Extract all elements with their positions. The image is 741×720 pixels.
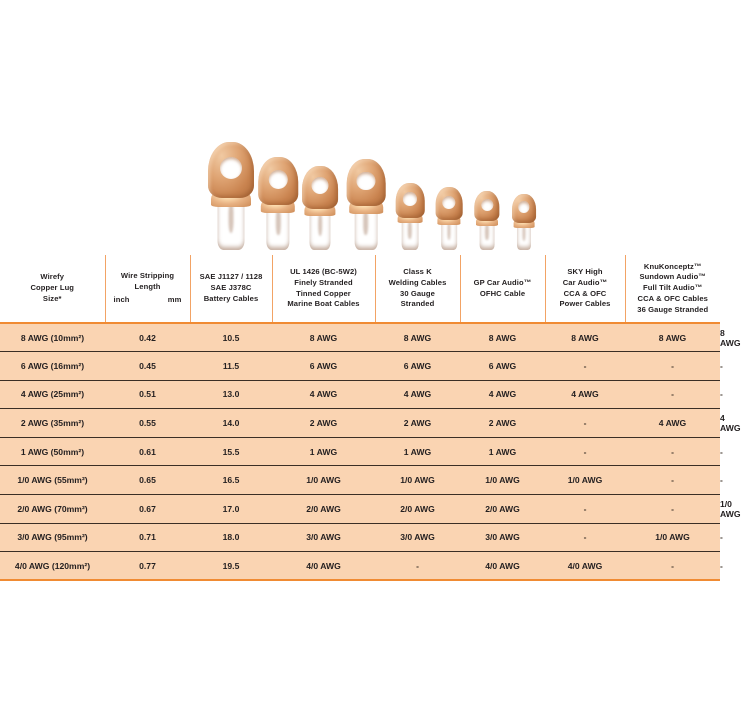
col-knukonceptz-sundown-full-tilt [625, 255, 720, 323]
cell-value: - [625, 352, 720, 381]
cell-value: 13.0 [190, 380, 272, 409]
cell-value: 17.0 [190, 495, 272, 524]
col-wirefy-copper-lug-size-line-3: Size* [42, 293, 62, 303]
cell-value: 6 AWG [272, 352, 375, 381]
lug-3-0awg-hole [518, 201, 529, 212]
cell-value: 4/0 AWG [460, 552, 545, 581]
col-class-k-welding-cables-line-2: Welding Cables [388, 277, 447, 287]
cell-value: 1/0 AWG [625, 523, 720, 552]
cell-value: 11.5 [190, 352, 272, 381]
col-knukonceptz-sundown-full-tilt-line-3: Full Tilt Audio™ [643, 283, 703, 293]
cell-value: - [545, 495, 625, 524]
cell-value: 18.0 [190, 523, 272, 552]
table-header-row [0, 255, 720, 323]
cell-lug-size: 4/0 AWG (120mm²) [0, 552, 105, 581]
cell-value: 1 AWG [272, 437, 375, 466]
lug-2awg-pad [347, 159, 386, 206]
cell-value: - [545, 352, 625, 381]
col-gp-car-audio-ofhc-cable-line-2: OFHC Cable [479, 288, 526, 298]
table-body [0, 323, 741, 580]
lug-8awg [208, 142, 254, 250]
cell-value: 2 AWG [375, 409, 460, 438]
cell-value: 1/0 AWG [375, 466, 460, 495]
cell-value: 3/0 AWG [460, 523, 545, 552]
cell-value: 0.71 [105, 523, 190, 552]
col-wirefy-copper-lug-size-line-1: Wirefy [40, 272, 65, 282]
cell-value: 6 AWG [460, 352, 545, 381]
col-sky-high-car-audio-power-cables-line-3: CCA & OFC [563, 288, 607, 298]
cell-value: 1 AWG [375, 437, 460, 466]
col-ul-1426-marine-boat-cables-line-1: UL 1426 (BC-5W2) [290, 266, 357, 276]
col-sky-high-car-audio-power-cables-line-4: Power Cables [559, 299, 611, 309]
cell-value: 2 AWG [272, 409, 375, 438]
col-sae-battery-cables-line-1: SAE J1127 / 1128 [199, 272, 263, 282]
cell-value: - [375, 552, 460, 581]
copper-lug-photo-band [0, 120, 720, 250]
col-knukonceptz-sundown-full-tilt-line-1: KnuKonceptz™ [643, 261, 702, 271]
col-wire-stripping-length-sub-2: mm [167, 294, 182, 304]
cell-value: 1/0 AWG [272, 466, 375, 495]
col-class-k-welding-cables-line-1: Class K [403, 266, 432, 276]
table-row: 6 AWG (16mm²) 0.45 11.5 6 AWG 6 AWG 6 AWG - - - [0, 352, 720, 381]
cell-value: - [625, 466, 720, 495]
cell-lug-size: 6 AWG (16mm²) [0, 352, 105, 381]
col-knukonceptz-sundown-full-tilt-line-4: CCA & OFC Cables [637, 293, 708, 303]
cell-value: - [625, 380, 720, 409]
lug-2-0awg-pad [474, 191, 499, 222]
lug-8awg-hole [220, 157, 242, 179]
table-row: 4/0 AWG (120mm²) 0.77 19.5 4/0 AWG - 4/0 AWG 4/0 AWG - - [0, 552, 720, 581]
cell-value: 15.5 [190, 437, 272, 466]
lug-4awg-hole [311, 177, 328, 194]
cell-value: 6 AWG [375, 352, 460, 381]
cell-lug-size: 3/0 AWG (95mm²) [0, 523, 105, 552]
lug-8awg-pad [208, 142, 254, 198]
col-wire-stripping-length-sub-1: inch [113, 294, 130, 304]
lug-6awg [258, 157, 298, 250]
table-row: 1/0 AWG (55mm²) 0.65 16.5 1/0 AWG 1/0 AWG 1/0 AWG 1/0 AWG - - [0, 466, 720, 495]
cell-value: 2/0 AWG [460, 495, 545, 524]
lug-3-0awg-pad [512, 194, 536, 223]
cell-value: 2/0 AWG [272, 495, 375, 524]
cell-value: 10.5 [190, 323, 272, 352]
lug-2awg [347, 159, 386, 250]
cell-value: 0.77 [105, 552, 190, 581]
cell-value: 4 AWG [545, 380, 625, 409]
cell-value: 3/0 AWG [272, 523, 375, 552]
cell-lug-size: 1/0 AWG (55mm²) [0, 466, 105, 495]
col-ul-1426-marine-boat-cables-line-4: Marine Boat Cables [287, 299, 360, 309]
cell-value: - [625, 437, 720, 466]
col-ul-1426-marine-boat-cables [272, 255, 375, 323]
col-wire-stripping-length-line-2: Length [134, 282, 161, 292]
cell-value: 1/0 AWG [545, 466, 625, 495]
table-row: 1 AWG (50mm²) 0.61 15.5 1 AWG 1 AWG 1 AWG - - - [0, 437, 720, 466]
cell-lug-size: 4 AWG (25mm²) [0, 380, 105, 409]
table-row: 2/0 AWG (70mm²) 0.67 17.0 2/0 AWG 2/0 AWG 2/0 AWG - - 1/0 AWG [0, 495, 720, 524]
table-row: 2 AWG (35mm²) 0.55 14.0 2 AWG 2 AWG 2 AWG - 4 AWG 4 AWG [0, 409, 720, 438]
lug-1awg-hole [403, 192, 417, 206]
col-gp-car-audio-ofhc-cable [460, 255, 545, 323]
lug-3-0awg [512, 194, 536, 250]
col-class-k-welding-cables-line-4: Stranded [400, 299, 435, 309]
col-knukonceptz-sundown-full-tilt-line-2: Sundown Audio™ [639, 272, 706, 282]
col-sky-high-car-audio-power-cables-line-2: Car Audio™ [562, 277, 608, 287]
lug-1awg-pad [396, 183, 425, 218]
cell-value: - [625, 552, 720, 581]
cell-value: - [545, 523, 625, 552]
col-gp-car-audio-ofhc-cable-line-1: GP Car Audio™ [473, 277, 532, 287]
col-class-k-welding-cables [375, 255, 460, 323]
lug-1awg [396, 183, 425, 250]
cell-value: 8 AWG [460, 323, 545, 352]
cell-value: 16.5 [190, 466, 272, 495]
cell-value: 4 AWG [272, 380, 375, 409]
col-sky-high-car-audio-power-cables [545, 255, 625, 323]
cell-value: 4/0 AWG [272, 552, 375, 581]
cell-value: 8 AWG [625, 323, 720, 352]
cell-lug-size: 2 AWG (35mm²) [0, 409, 105, 438]
cell-value: 4 AWG [625, 409, 720, 438]
lug-4awg [302, 166, 338, 250]
cell-lug-size: 1 AWG (50mm²) [0, 437, 105, 466]
cell-value: 2 AWG [460, 409, 545, 438]
col-class-k-welding-cables-line-3: 30 Gauge [400, 288, 435, 298]
lug-2-0awg [474, 191, 499, 250]
cell-value: 0.45 [105, 352, 190, 381]
cell-value: 8 AWG [272, 323, 375, 352]
cell-lug-size: 8 AWG (10mm²) [0, 323, 105, 352]
cell-value: 19.5 [190, 552, 272, 581]
cell-value: 0.65 [105, 466, 190, 495]
table-row: 4 AWG (25mm²) 0.51 13.0 4 AWG 4 AWG 4 AWG 4 AWG - - [0, 380, 720, 409]
col-wire-stripping-length [105, 255, 190, 323]
lug-1-0awg-pad [436, 187, 463, 219]
col-wire-stripping-length-subheaders [106, 293, 190, 306]
col-sae-battery-cables-line-3: Battery Cables [203, 293, 259, 303]
cell-value: 8 AWG [375, 323, 460, 352]
col-ul-1426-marine-boat-cables-line-3: Tinned Copper [296, 288, 351, 298]
col-knukonceptz-sundown-full-tilt-line-5: 36 Gauge Stranded [637, 304, 709, 314]
cell-value: 14.0 [190, 409, 272, 438]
cell-value: 0.42 [105, 323, 190, 352]
table-row: 3/0 AWG (95mm²) 0.71 18.0 3/0 AWG 3/0 AWG 3/0 AWG - 1/0 AWG - [0, 523, 720, 552]
lug-6awg-hole [269, 170, 288, 189]
cell-value: 4/0 AWG [545, 552, 625, 581]
table-row: 8 AWG (10mm²) 0.42 10.5 8 AWG 8 AWG 8 AWG 8 AWG 8 AWG 8 AWG [0, 323, 720, 352]
cell-value: 0.55 [105, 409, 190, 438]
lug-1-0awg-hole [443, 196, 456, 209]
cell-value: 0.51 [105, 380, 190, 409]
col-wire-stripping-length-line-1: Wire Stripping [120, 271, 175, 281]
cell-value: 1 AWG [460, 437, 545, 466]
col-wirefy-copper-lug-size-line-2: Copper Lug [30, 283, 75, 293]
lug-6awg-pad [258, 157, 298, 205]
lug-2-0awg-hole [481, 199, 493, 211]
lug-2awg-hole [357, 172, 375, 190]
cell-value: 0.67 [105, 495, 190, 524]
cell-value: 2/0 AWG [375, 495, 460, 524]
col-sae-battery-cables [190, 255, 272, 323]
col-ul-1426-marine-boat-cables-line-2: Finely Stranded [294, 277, 353, 287]
lug-4awg-pad [302, 166, 338, 210]
cell-value: 3/0 AWG [375, 523, 460, 552]
cell-lug-size: 2/0 AWG (70mm²) [0, 495, 105, 524]
cell-value: 1/0 AWG [460, 466, 545, 495]
cell-value: 0.61 [105, 437, 190, 466]
col-sky-high-car-audio-power-cables-line-1: SKY High [567, 266, 603, 276]
col-sae-battery-cables-line-2: SAE J378C [210, 283, 252, 293]
col-wirefy-copper-lug-size [0, 255, 105, 323]
cell-value: 8 AWG [545, 323, 625, 352]
cell-value: - [545, 437, 625, 466]
lug-1-0awg [436, 187, 463, 250]
copper-lug-compatibility-table [0, 255, 741, 581]
cell-value: 4 AWG [460, 380, 545, 409]
cell-value: 4 AWG [375, 380, 460, 409]
cell-value: - [625, 495, 720, 524]
cell-value: - [545, 409, 625, 438]
